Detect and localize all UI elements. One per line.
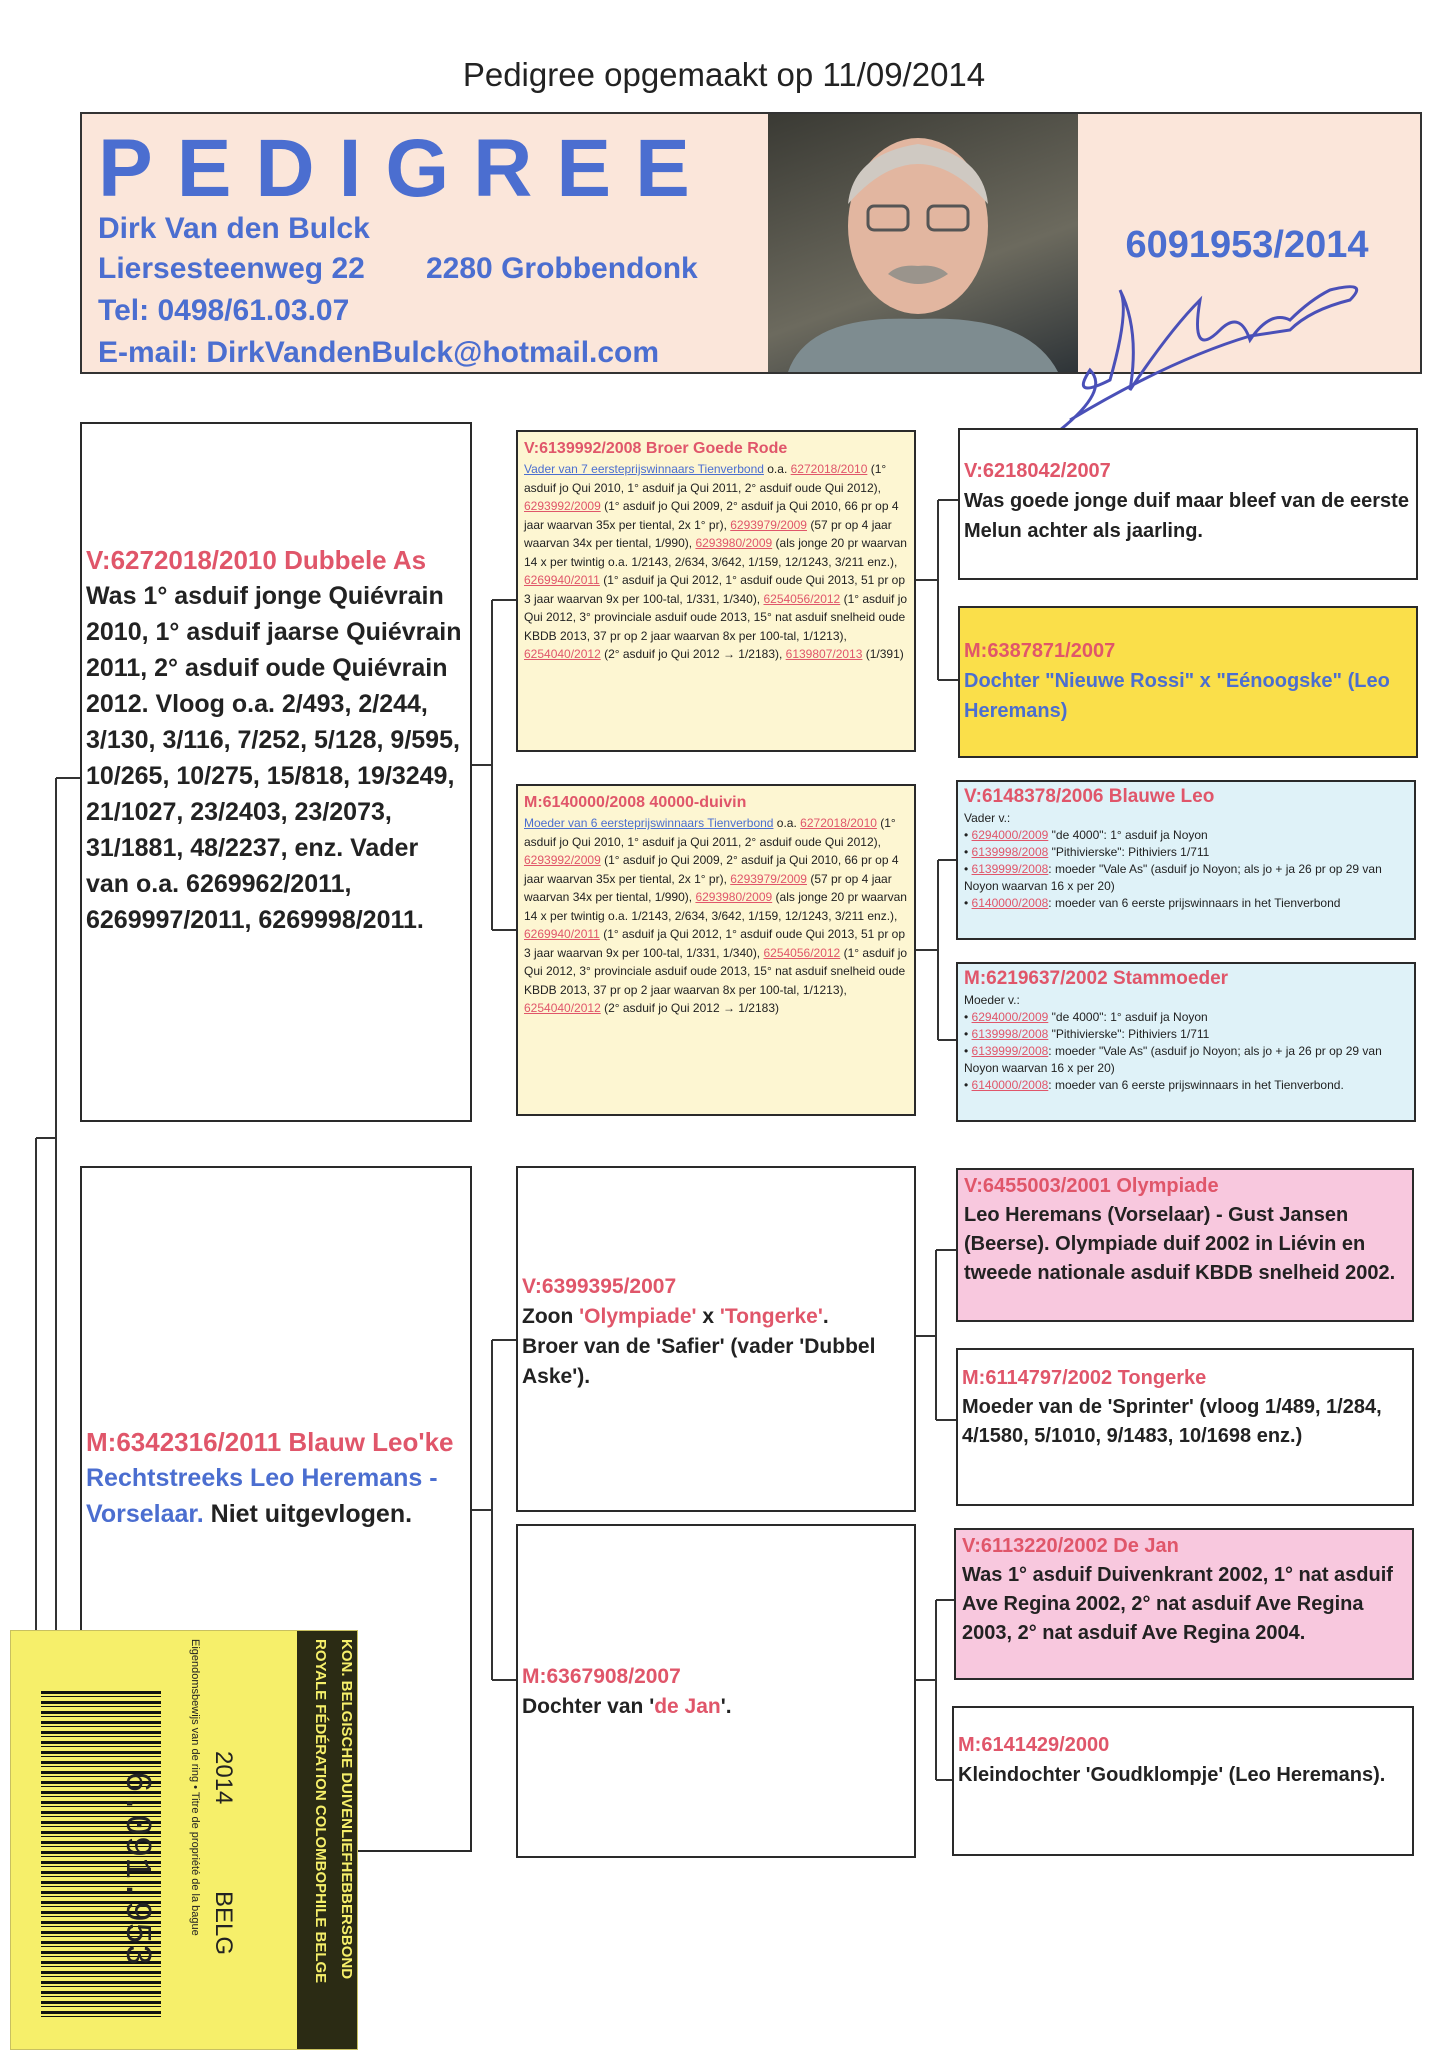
- sire-sire-ref-link[interactable]: 6254040/2012: [524, 647, 601, 661]
- sss-description: Was goede jonge duif maar bleef van de eerste Melun achter als jaarling.: [964, 490, 1409, 542]
- breeder-city: 2280 Grobbendonk: [426, 252, 698, 285]
- dam-origin: Rechtstreeks Leo Heremans - Vorselaar.: [86, 1464, 438, 1528]
- dam-dam-box: M:6367908/2007 Dochter van 'de Jan'.: [516, 1524, 916, 1858]
- bullet-icon: •: [964, 845, 972, 859]
- sdd-title: M:6219637/2002 Stammoeder: [964, 968, 1229, 989]
- ddd-title: M:6141429/2000: [958, 1734, 1110, 1756]
- sdd-list-item: [964, 1026, 1408, 1043]
- dss-description: Leo Heremans (Vorselaar) - Gust Jansen (Beerse). Olympiade duif 2002 in Liévin en tweede nationale asduif KBDB snelheid 2002.: [964, 1204, 1396, 1284]
- sdd-ref-link[interactable]: 6294000/2009: [971, 1010, 1049, 1024]
- bullet-icon: •: [964, 1044, 972, 1058]
- sire-box: [80, 422, 472, 1122]
- dam-sire-description: Broer van de 'Safier' (vader 'Dubbel Aske').: [522, 1335, 876, 1388]
- sds-ref-link[interactable]: 6140000/2008: [971, 896, 1049, 910]
- sire-sire-ref-link[interactable]: 6272018/2010: [790, 462, 868, 476]
- sire-dam-ref-note: (1° asduif jo Qui 2010, 1° asduif ja Qui 2011, 2° asduif oude Qui 2012),: [524, 816, 896, 849]
- dsd-title: M:6114797/2002 Tongerke: [962, 1367, 1207, 1389]
- sdd-list-item: [964, 1077, 1408, 1094]
- sdd-ref-note: "de 4000": 1° asduif ja Noyon: [1048, 1010, 1208, 1024]
- sire-sire-ref-note: (1° asduif jo Qui 2009, 2° asduif ja Qui 2010, 66 pr op 4 jaar waarvan 35x per tiental, 2x 1° pr),: [524, 499, 899, 532]
- sire-sire-title: V:6139992/2008 Broer Goede Rode: [524, 440, 788, 457]
- sire-sire-ref-link[interactable]: 6269940/2011: [524, 573, 600, 587]
- sire-dam-ref-link[interactable]: 6293979/2009: [730, 871, 807, 886]
- ssd-title: M:6387871/2007: [964, 640, 1116, 662]
- sire-dam-ref-note: (als jonge 20 pr waarvan 14 x per twintig o.a. 1/2143, 2/634, 3/642, 1/159, 12/1243, 3/211 enz.),: [524, 890, 907, 923]
- sire-sire-ref-note: (1/391): [862, 647, 904, 661]
- ssd-description: Dochter "Nieuwe Rossi" x "Eénoogske" (Leo Heremans): [964, 670, 1390, 722]
- pedigree-heading: PEDIGREE: [98, 123, 714, 214]
- breeder-name: Dirk Van den Bulck: [98, 212, 370, 245]
- sire-dam-ref-note: (1° asduif jo Qui 2012, 3° provinciale asduif oude 2013, 15° nat asduif snelheid oude KBDB 2013, 37 pr op 2 jaar waarvan 8x per 100-tal, 1/1213),: [524, 945, 908, 997]
- dam-sire-title: V:6399395/2007: [522, 1275, 677, 1298]
- sdd-list-item: [964, 1009, 1408, 1026]
- sss-box: [958, 428, 1418, 580]
- sire-dam-ref-link[interactable]: 6254040/2012: [524, 1001, 601, 1015]
- sds-list-item: [964, 895, 1408, 912]
- ring-tag-federation-nl: KON. BELGISCHE DUIVENLIEFHEBBERSBOND: [338, 1639, 355, 1980]
- breeder-email: E-mail: DirkVandenBulck@hotmail.com: [98, 336, 660, 369]
- sire-dam-ref-link[interactable]: 6293992/2009: [524, 853, 601, 867]
- sds-list-item: [964, 827, 1408, 844]
- sdd-ref-note: : moeder van 6 eerste prijswinnaars in het Tienverbond.: [1048, 1078, 1344, 1092]
- sire-dam-ref-note: (1° asduif ja Qui 2012, 1° asduif oude Qui 2013, 51 pr op 3 jaar waarvan 9x per 100-tal, 1/331, 1/340),: [524, 927, 905, 960]
- bullet-icon: •: [964, 828, 972, 842]
- ddd-box: [952, 1706, 1414, 1856]
- sdd-ref-link[interactable]: 6139998/2008: [971, 1027, 1049, 1041]
- sire-sire-ref-note: (1° asduif jo Qui 2012, 3° provinciale asduif oude 2013, 15° nat asduif snelheid oude KBDB 2013, 37 pr op 2 jaar waarvan 8x per 100-tal, 1/1213),: [524, 591, 908, 643]
- sire-sire-ref-note: (1° asduif ja Qui 2012, 1° asduif oude Qui 2013, 51 pr op 3 jaar waarvan 9x per 100-tal, 1/331, 1/340),: [524, 573, 905, 606]
- bullet-icon: •: [964, 1010, 972, 1024]
- sire-sire-ref-link[interactable]: 6293992/2009: [524, 499, 601, 513]
- sire-dam-ref-link[interactable]: 6254056/2012: [763, 945, 841, 960]
- sire-sire-ref-note: (2° asduif jo Qui 2012 → 1/2183),: [600, 647, 786, 661]
- sire-dam-box: [516, 784, 916, 1116]
- sdd-box: [956, 962, 1416, 1122]
- ssd-box: [958, 606, 1418, 758]
- sds-list-item: [964, 861, 1408, 895]
- sdd-ref-note: : moeder "Vale As" (asduif jo Noyon; als jo + ja 26 pr op 29 van Noyon waarvan 16 x per 20): [964, 1044, 1382, 1075]
- sire-sire-ref-link[interactable]: 6254056/2012: [763, 591, 841, 606]
- sds-ref-note: "de 4000": 1° asduif ja Noyon: [1048, 828, 1208, 842]
- sds-title: V:6148378/2006 Blauwe Leo: [964, 786, 1215, 807]
- sire-sire-ref-link[interactable]: 6293979/2009: [730, 517, 807, 532]
- dam-description: Niet uitgevlogen.: [203, 1500, 413, 1528]
- sire-dam-ref-note: (1° asduif jo Qui 2009, 2° asduif ja Qui 2010, 66 pr op 4 jaar waarvan 35x per tiental, 2x 1° pr),: [524, 853, 899, 886]
- ring-ownership-card: [10, 1630, 358, 2050]
- sire-dam-ref-link[interactable]: 6272018/2010: [800, 816, 877, 830]
- sds-box: [956, 780, 1416, 940]
- dsd-box: [956, 1348, 1414, 1506]
- olympiade-name: 'Olympiade': [579, 1305, 697, 1328]
- sire-dam-ref-link[interactable]: 6293980/2009: [695, 890, 773, 904]
- sire-description: Was 1° asduif jonge Quiévrain 2010, 1° asduif jaarse Quiévrain 2011, 2° asduif oude Quiévrain 2012. Vloog o.a. 2/493, 2/244, 3/130, 3/116, 7/252, 5/128, 9/595, 10/265, 10/275, 15/818, 19/3249, 21/1027, 23/2403, 23/2073, 31/1881, 48/2237, enz. Vader van o.a. 6269962/2011, 6269997/2011, 6269998/2011.: [86, 582, 462, 934]
- sire-title: V:6272018/2010 Dubbele As: [86, 545, 427, 575]
- sdd-ref-note: "Pithivierske": Pithiviers 1/711: [1048, 1027, 1210, 1041]
- sire-dam-ref-note: (57 pr op 4 jaar waarvan 34x per tiental, 1/990),: [524, 871, 892, 904]
- sire-dam-offspring-link[interactable]: Moeder van 6 eersteprijswinnaars Tienverbond: [524, 816, 774, 830]
- ring-tag-year: 2014: [210, 1751, 237, 1805]
- dsd-description: Moeder van de 'Sprinter' (vloog 1/489, 1/284, 4/1580, 5/1010, 9/1483, 10/1698 enz.): [962, 1396, 1382, 1447]
- sds-ref-note: "Pithivierske": Pithiviers 1/711: [1048, 845, 1210, 859]
- sire-sire-ref-note: (1° asduif jo Qui 2010, 1° asduif ja Qui 2011, 2° asduif oude Qui 2012),: [524, 462, 887, 495]
- de-jan-name: de Jan: [654, 1695, 721, 1718]
- dss-title: V:6455003/2001 Olympiade: [964, 1175, 1219, 1197]
- ring-tag-ownership-note: Eigendomsbewijs van de ring • Titre de propriété de la bague: [189, 1639, 201, 1936]
- sds-details: Vader v.: • 6294000/2009 "de 4000": 1° asduif ja Noyon • 6139998/2008 "Pithivierske": Pithiviers 1/711 • 6139999/2008: moeder "Vale As" (asduif jo Noyon; als jo + ja 26 pr op 29 van Noyon waarvan 16 x per 20) • 6140000/2008: moeder van 6 eerste prijswinnaars in het Tienverbond: [964, 810, 1408, 912]
- sds-ref-link[interactable]: 6139998/2008: [971, 845, 1049, 859]
- tongerke-name: 'Tongerke': [719, 1305, 823, 1328]
- sire-sire-details: Vader van 7 eersteprijswinnaars Tienverbond o.a. 6272018/2010 (1° asduif jo Qui 2010, 1° asduif ja Qui 2011, 2° asduif oude Qui 2012), 6293992/2009 (1° asduif jo Qui 2009, 2° asduif ja Qui 2010, 66 pr op 4 jaar waarvan 35x per tiental, 2x 1° pr), 6293979/2009 (57 pr op 4 jaar waarvan 34x per tiental, 1/990), 6293980/2009 (als jonge 20 pr waarvan 14 x per twintig o.a. 1/2143, 2/634, 3/642, 1/159, 12/1243, 3/211 enz.), 6269940/2011 (1° asduif ja Qui 2012, 1° asduif oude Qui 2013, 51 pr op 3 jaar waarvan 9x per 100-tal, 1/331, 1/340), 6254056/2012 (1° asduif jo Qui 2012, 3° provinciale asduif oude 2013, 15° nat asduif snelheid oude KBDB 2013, 37 pr op 2 jaar waarvan 8x per 100-tal, 1/1213), 6254040/2012 (2° asduif jo Qui 2012 → 1/2183), 6139807/2013 (1/391): [524, 462, 908, 661]
- sire-dam-ref-note: (2° asduif jo Qui 2012 → 1/2183): [600, 1001, 779, 1015]
- sdd-ref-link[interactable]: 6140000/2008: [971, 1078, 1049, 1092]
- sds-ref-note: : moeder "Vale As" (asduif jo Noyon; als jo + ja 26 pr op 29 van Noyon waarvan 16 x per 20): [964, 862, 1382, 893]
- sire-dam-details: Moeder van 6 eersteprijswinnaars Tienverbond o.a. 6272018/2010 (1° asduif jo Qui 2010, 1° asduif ja Qui 2011, 2° asduif oude Qui 2012), 6293992/2009 (1° asduif jo Qui 2009, 2° asduif ja Qui 2010, 66 pr op 4 jaar waarvan 35x per tiental, 2x 1° pr), 6293979/2009 (57 pr op 4 jaar waarvan 34x per tiental, 1/990), 6293980/2009 (als jonge 20 pr waarvan 14 x per twintig o.a. 1/2143, 2/634, 3/642, 1/159, 12/1243, 3/211 enz.), 6269940/2011 (1° asduif ja Qui 2012, 1° asduif oude Qui 2013, 51 pr op 3 jaar waarvan 9x per 100-tal, 1/331, 1/340), 6254056/2012 (1° asduif jo Qui 2012, 3° provinciale asduif oude 2013, 15° nat asduif snelheid oude KBDB 2013, 37 pr op 2 jaar waarvan 8x per 100-tal, 1/1213), 6254040/2012 (2° asduif jo Qui 2012 → 1/2183): [524, 816, 908, 1015]
- bullet-icon: •: [964, 896, 972, 910]
- ring-tag-country: BELG: [210, 1891, 237, 1956]
- sire-sire-box: [516, 430, 916, 752]
- dds-title: V:6113220/2002 De Jan: [962, 1535, 1179, 1557]
- sire-sire-ref-link[interactable]: 6139807/2013: [785, 647, 863, 661]
- sire-sire-ref-note: (als jonge 20 pr waarvan 14 x per twintig o.a. 1/2143, 2/634, 3/642, 1/159, 12/1243, 3/211 enz.),: [524, 536, 907, 569]
- dam-sire-box: V:6399395/2007 Zoon 'Olympiade' x 'Tongerke'. Broer van de 'Safier' (vader 'Dubbel Aske').: [516, 1166, 916, 1512]
- dam-title: M:6342316/2011 Blauw Leo'ke: [86, 1427, 454, 1457]
- sdd-ref-link[interactable]: 6139999/2008: [971, 1044, 1049, 1058]
- document-title: Pedigree opgemaakt op 11/09/2014: [462, 56, 986, 93]
- bullet-icon: •: [964, 1078, 972, 1092]
- sire-dam-ref-link[interactable]: 6269940/2011: [524, 927, 600, 941]
- sdd-details: Moeder v.: • 6294000/2009 "de 4000": 1° asduif ja Noyon • 6139998/2008 "Pithivierske": Pithiviers 1/711 • 6139999/2008: moeder "Vale As" (asduif jo Noyon; als jo + ja 26 pr op 29 van Noyon waarvan 16 x per 20) • 6140000/2008: moeder van 6 eerste prijswinnaars in het Tienverbond.: [964, 992, 1408, 1094]
- sire-sire-ref-note: (57 pr op 4 jaar waarvan 34x per tiental, 1/990),: [524, 517, 892, 550]
- sds-ref-note: : moeder van 6 eerste prijswinnaars in het Tienverbond: [1048, 896, 1341, 910]
- sdd-list-item: [964, 1043, 1408, 1077]
- breeder-phone: Tel: 0498/61.03.07: [98, 294, 350, 327]
- sire-dam-title: M:6140000/2008 40000-duivin: [524, 794, 747, 811]
- bullet-icon: •: [964, 862, 972, 876]
- sds-ref-link[interactable]: 6139999/2008: [971, 862, 1049, 876]
- sire-sire-offspring-link[interactable]: Vader van 7 eersteprijswinnaars Tienverbond: [524, 462, 764, 476]
- dss-box: [956, 1168, 1414, 1322]
- sds-list-item: [964, 844, 1408, 861]
- sss-title: V:6218042/2007: [964, 460, 1111, 482]
- sds-ref-link[interactable]: 6294000/2009: [971, 828, 1049, 842]
- dds-box: [954, 1528, 1414, 1680]
- breeder-street: Liersesteenweg 22: [98, 252, 365, 285]
- ring-tag-number: 6.091.953: [116, 1771, 157, 1966]
- bullet-icon: •: [964, 1027, 972, 1041]
- pigeon-ring-number: 6091953/2014: [1125, 224, 1369, 266]
- dds-description: Was 1° asduif Duivenkrant 2002, 1° nat asduif Ave Regina 2002, 2° nat asduif Ave Regina 2003, 2° nat asduif Ave Regina 2004.: [962, 1564, 1393, 1644]
- dam-dam-title: M:6367908/2007: [522, 1665, 681, 1688]
- ddd-description: Kleindochter 'Goudklompje' (Leo Heremans).: [958, 1764, 1386, 1786]
- ring-tag-federation-fr: ROYALE FÉDÉRATION COLOMBOPHILE BELGE: [312, 1639, 329, 1984]
- sire-sire-ref-link[interactable]: 6293980/2009: [695, 536, 773, 550]
